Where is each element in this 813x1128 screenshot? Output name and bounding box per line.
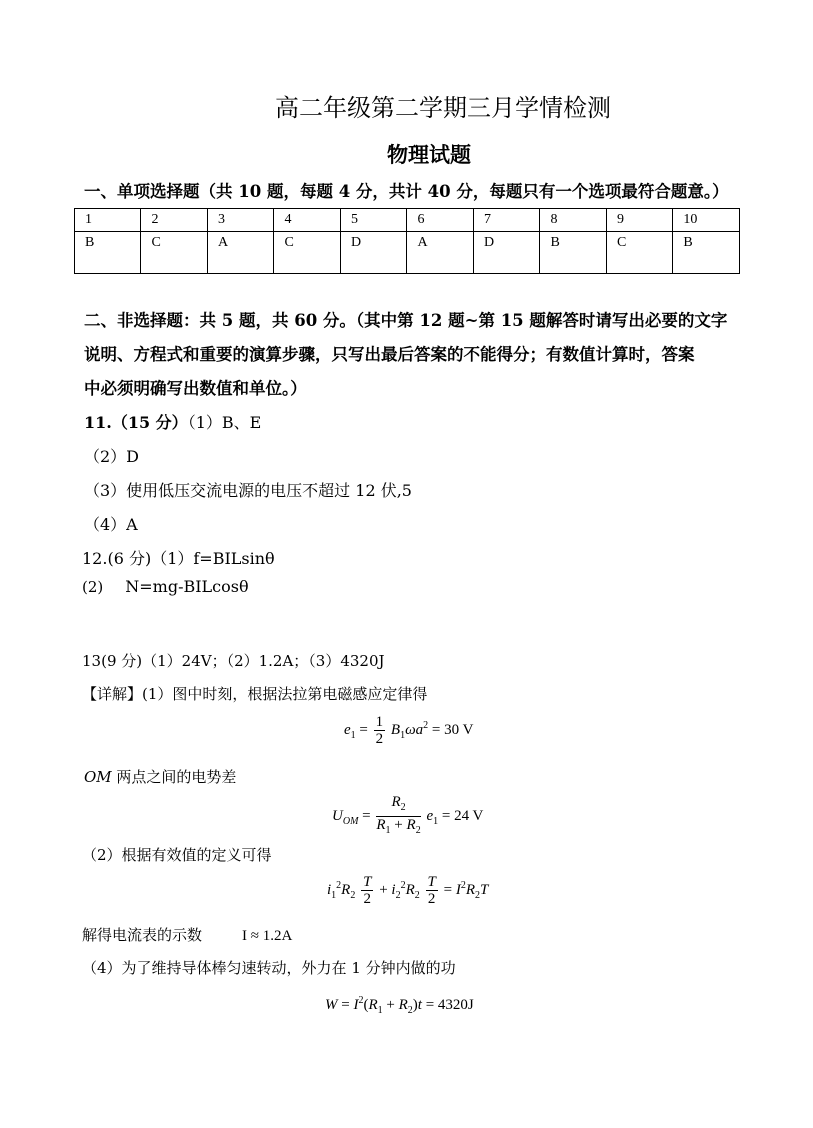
section2-heading-line: 说明、方程式和重要的演算步骤，只写出最后答案的不能得分；有数值计算时，答案 <box>84 345 695 364</box>
q12-part2-line <box>82 577 249 596</box>
equation-voltage-result: = 24 V <box>441 807 484 824</box>
equation-work: $W = I^2(R_1 + R_2)t = 4320J$ <box>325 995 474 1016</box>
table-cell: 9 <box>606 209 672 232</box>
q11-part1: （1）B、E <box>187 413 262 432</box>
equation-effective-value: $i_1^2R_2$ $\frac{T}{2}$ + $i_2^2R_2$ $\frac{T}{2}$ = $I^2R_2T$ <box>327 874 489 907</box>
table-cell: 6 <box>407 209 474 232</box>
q13-detail-line <box>82 683 427 704</box>
q13-detail-text: (1）图中时刻，根据法拉第电磁感应定律得 <box>142 685 428 703</box>
table-cell: A <box>407 232 474 274</box>
table-cell: C <box>606 232 672 274</box>
q13-summary: 13(9 分)（1）24V；（2）1.2A；（3）4320J <box>82 652 385 670</box>
table-cell: B <box>673 232 740 274</box>
table-cell: C <box>141 232 207 274</box>
q11-part3: （3）使用低压交流电源的电压不超过 12 伏,5 <box>84 481 412 500</box>
table-cell: B <box>540 232 606 274</box>
table-cell: 8 <box>540 209 606 232</box>
equation-emf: $e_1$ = $\frac{1}{2}$ $B_1\omega a^2 = 30$ V <box>344 714 474 747</box>
table-cell: A <box>207 232 274 274</box>
table-cell: D <box>473 232 540 274</box>
subject-title: 物理试题 <box>387 142 471 167</box>
table-cell: 1 <box>75 209 141 232</box>
q13-solve-text: 解得电流表的示数 <box>82 926 203 944</box>
q12-part1: 12.(6 分)（1）f=BILsinθ <box>82 549 275 568</box>
table-cell: B <box>75 232 141 274</box>
q11-part2: （2）D <box>84 447 140 466</box>
q12-part2: N=mg-BILcosθ <box>125 577 249 596</box>
answer-table-answer-row <box>75 232 740 274</box>
section2-heading-line: 中必须明确写出数值和单位。） <box>84 379 307 398</box>
section1-heading: 一、单项选择题（共 10 题，每题 4 分，共计 40 分，每题只有一个选项最符合题意。） <box>84 182 729 201</box>
table-cell: D <box>340 232 407 274</box>
q11-head: 11.（15 分） <box>84 413 188 432</box>
q11-part4: （4）A <box>84 515 138 534</box>
table-cell: 5 <box>340 209 407 232</box>
table-cell: 4 <box>274 209 340 232</box>
q13-detail-tag: 【详解】 <box>82 685 143 703</box>
equation-emf-result: = 30 V <box>431 721 474 738</box>
q13-solve-line <box>82 924 292 945</box>
answer-table-number-row <box>75 209 740 232</box>
q13-part2: （2）根据有效值的定义可得 <box>82 846 272 864</box>
q13-part4: （4）为了维持导体棒匀速转动，外力在 1 分钟内做的功 <box>82 959 456 977</box>
page-title: 高二年级第二学期三月学情检测 <box>275 94 611 122</box>
q13-solve-value: I ≈ 1.2A <box>242 928 293 944</box>
table-cell: 10 <box>673 209 740 232</box>
table-cell: 7 <box>473 209 540 232</box>
section2-heading-line: 二、非选择题：共 5 题，共 60 分。（其中第 12 题~第 15 题解答时请写出必要的文字 <box>84 311 728 330</box>
om-line <box>84 766 236 787</box>
q11-line <box>84 410 261 433</box>
table-cell: 2 <box>141 209 207 232</box>
q12-part2-label: (2) <box>82 578 104 596</box>
equation-voltage: $U_{OM}$ = $\frac{R_2}{R_1 + R_2}$ $e_1 = 24$ V <box>332 794 484 836</box>
table-cell: 3 <box>207 209 274 232</box>
equation-work-result: = 4320J <box>425 997 474 1013</box>
om-label: OM <box>84 768 112 786</box>
table-cell: C <box>274 232 340 274</box>
om-text: 两点之间的电势差 <box>111 768 237 786</box>
answer-table <box>74 208 740 274</box>
